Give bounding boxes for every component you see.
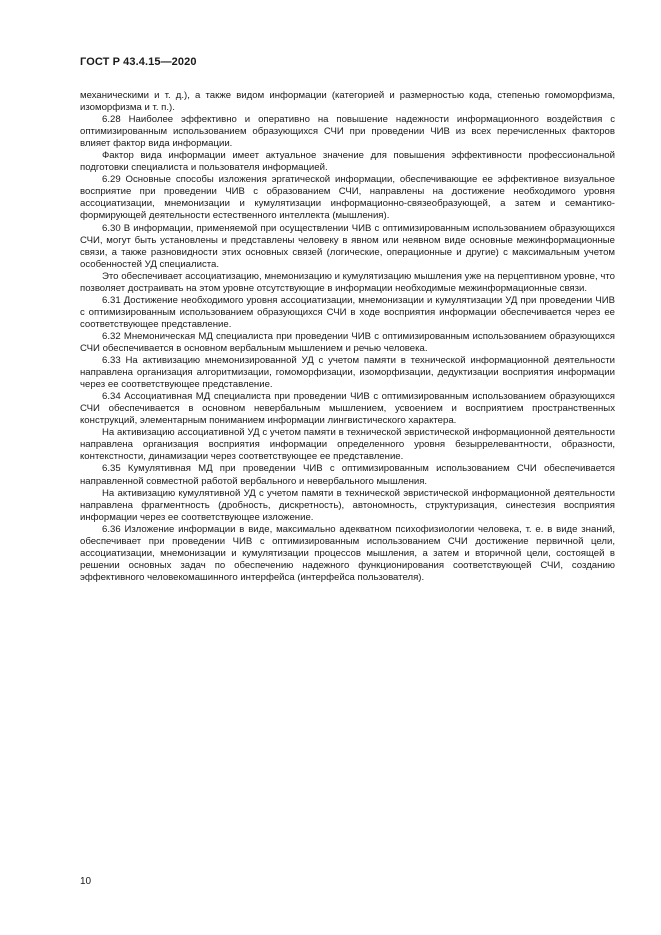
paragraph-6-36: 6.36 Изложение информации в виде, максимально адекватном психофизиологии человека, т. е. в виде знаний, обеспечивает при проведении ЧИВ с оптимизированным использованием СЧИ достижение первичной цели, ассоциатизации, мнемонизации и кумулятизации процессов мышления, а затем и вторичной цели, состоящей в решении основных задач по обеспечению надежного функционирования соответствующей СЧИ, созданию эффективного человекомашинного интерфейса (интерфейса пользователя). bbox=[80, 523, 615, 583]
paragraph-continuation: механическими и т. д.), а также видом информации (категорией и размерностью кода, степенью гомоморфизма, изоморфизма и т. п.). bbox=[80, 90, 615, 114]
document-body bbox=[80, 90, 615, 584]
paragraph-6-28-note: Фактор вида информации имеет актуальное значение для повышения эффективности профессиональной подготовки специалиста и пользователя информацией. bbox=[80, 150, 615, 174]
paragraph-6-35: 6.35 Кумулятивная МД при проведении ЧИВ с оптимизированным использованием СЧИ обеспечивается направленной совместной работой вербального и невербального мышления. bbox=[80, 463, 615, 487]
document-header: ГОСТ Р 43.4.15—2020 bbox=[80, 56, 197, 68]
paragraph-6-30-note: Это обеспечивает ассоциатизацию, мнемонизацию и кумулятизацию мышления уже на перцептивном уровне, что позволяет достраивать на этом уровне отсутствующие в информации необходимые межинформационные связи. bbox=[80, 270, 615, 294]
paragraph-6-28: 6.28 Наиболее эффективно и оперативно на повышение надежности информационного воздействия с оптимизированным использованием образующихся СЧИ при проведении ЧИВ из всех перечисленных факторов влияет фактор вида информации. bbox=[80, 114, 615, 150]
paragraph-6-33: 6.33 На активизацию мнемонизированной УД с учетом памяти в технической информационной деятельности направлена организация алгоритмизации, гомоморфизации, изоморфизации, дедуктизации восприятия информации через ее соответствующее представление. bbox=[80, 355, 615, 391]
paragraph-6-34-note: На активизацию ассоциативной УД с учетом памяти в технической эвристической информационной деятельности направлена организация восприятия информации определенного уровня безыррелевантности, образности, контекстности, динамизации через соответствующее ее представление. bbox=[80, 427, 615, 463]
paragraph-6-34: 6.34 Ассоциативная МД специалиста при проведении ЧИВ с оптимизированным использованием образующихся СЧИ обеспечивается в основном невербальным мышлением, усвоением и восприятием пространственных конструкций, элементарным пониманием информации лингвистического характера. bbox=[80, 391, 615, 427]
paragraph-6-32: 6.32 Мнемоническая МД специалиста при проведении ЧИВ с оптимизированным использованием образующихся СЧИ обеспечивается в основном вербальным мышлением и речью человека. bbox=[80, 330, 615, 354]
paragraph-6-30: 6.30 В информации, применяемой при осуществлении ЧИВ с оптимизированным использованием образующихся СЧИ, могут быть установлены и представлены человеку в явном или неявном виде основные межинформационные связи, а также разновидности этих основных связей (логические, операционные и другие) с максимальным учетом особенностей УД специалиста. bbox=[80, 222, 615, 270]
paragraph-6-29: 6.29 Основные способы изложения эргатической информации, обеспечивающие ее эффективное визуальное восприятие при проведении ЧИВ с образованием СЧИ, направлены на достижение необходимого уровня ассоциатизации, мнемонизации и кумулятизации информационно-связеобразующей, а затем и семантико-формирующей деятельности естественного интеллекта (мышления). bbox=[80, 174, 615, 222]
paragraph-6-31: 6.31 Достижение необходимого уровня ассоциатизации, мнемонизации и кумулятизации УД при проведении ЧИВ с оптимизированным использованием образующихся СЧИ в ходе восприятия информации обеспечивается через ее соответствующее представление. bbox=[80, 294, 615, 330]
page-number: 10 bbox=[80, 876, 92, 887]
paragraph-6-35-note: На активизацию кумулятивной УД с учетом памяти в технической эвристической информационной деятельности направлена фрагментность (дробность, дискретность), автономность, структуризация, синестезия восприятия информации через ее соответствующее изложение. bbox=[80, 487, 615, 523]
